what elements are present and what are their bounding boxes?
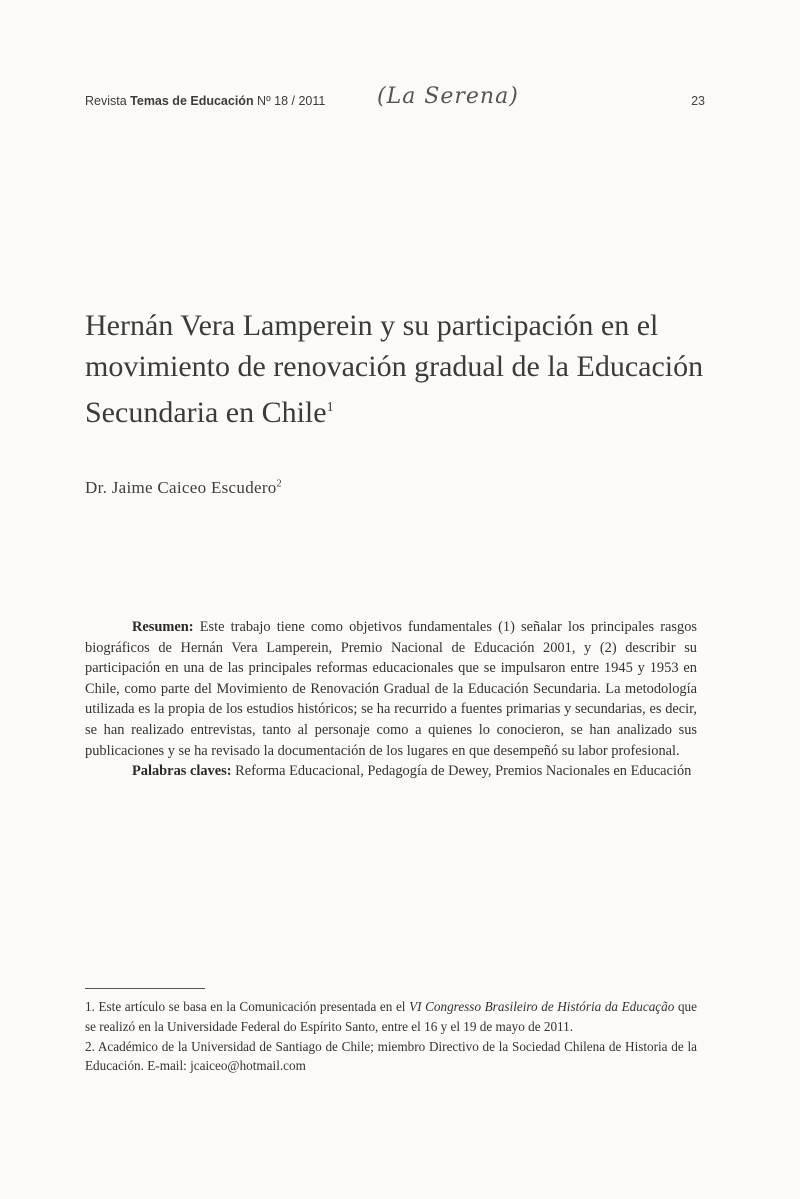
abstract-paragraph [85, 617, 697, 761]
article-title [85, 305, 705, 433]
footnote-1-text: 1. Este artículo se basa en la Comunicación presentada en el [85, 999, 410, 1014]
footnotes-section [85, 997, 697, 1076]
footnote-1-conference: VI Congresso Brasileiro de História da Educação [409, 999, 675, 1014]
journal-name: Temas de Educación [130, 94, 254, 108]
keywords-paragraph [85, 761, 697, 782]
footnote-1-text-end: que se realizó en la Universidade Federal do Espírito Santo, entre el 16 y el 19 de mayo de 2011. [85, 999, 697, 1034]
abstract-section [85, 617, 697, 782]
running-header [85, 84, 705, 114]
journal-issue: Nº 18 / 2011 [253, 94, 326, 108]
author-name: Dr. Jaime Caiceo Escudero [85, 478, 277, 497]
page-number: 23 [691, 94, 705, 108]
abstract-label: Resumen: [132, 619, 194, 635]
abstract-text: Este trabajo tiene como objetivos fundamentales (1) señalar los principales rasgos biográficos de Hernán Vera Lamperein, Premio Nacional de Educación 2001, y (2) describir su participación en una de las principales reformas educacionales que se impulsaron entre 1945 y 1953 en Chile, como parte del Movimiento de Renovación Gradual de la Educación Secundaria. La metodología utilizada es la propia de los estudios históricos; se ha recurrido a fuentes primarias y secundarias, es decir, se han realizado entrevistas, tanto al personaje como a quienes lo conocieron, se han analizado sus publicaciones y se ha revisado la documentación de los lugares en que desempeñó su labor profesional. [85, 619, 697, 759]
footnote-2: 2. Académico de la Universidad de Santiago de Chile; miembro Directivo de la Sociedad Chilena de Historia de la Educación. E-mail: jcaiceo@hotmail.com [85, 1038, 697, 1074]
handwritten-annotation: (La Serena) [377, 84, 519, 109]
journal-prefix: Revista [85, 94, 131, 108]
footnote-separator [85, 988, 205, 989]
title-footnote-ref[interactable]: 1 [326, 400, 334, 415]
keywords-label: Palabras claves: [132, 763, 232, 780]
author-footnote-ref[interactable]: 2 [276, 478, 282, 490]
journal-citation [85, 94, 325, 108]
keywords-text: Reforma Educacional, Pedagogía de Dewey, Premios Nacionales en Educación [231, 763, 692, 780]
article-title-text: Hernán Vera Lamperein y su participación en el movimiento de renovación gradual de la Educación Secundaria en Chile [85, 309, 704, 429]
footnote-1 [85, 997, 697, 1037]
author-line [85, 478, 705, 498]
